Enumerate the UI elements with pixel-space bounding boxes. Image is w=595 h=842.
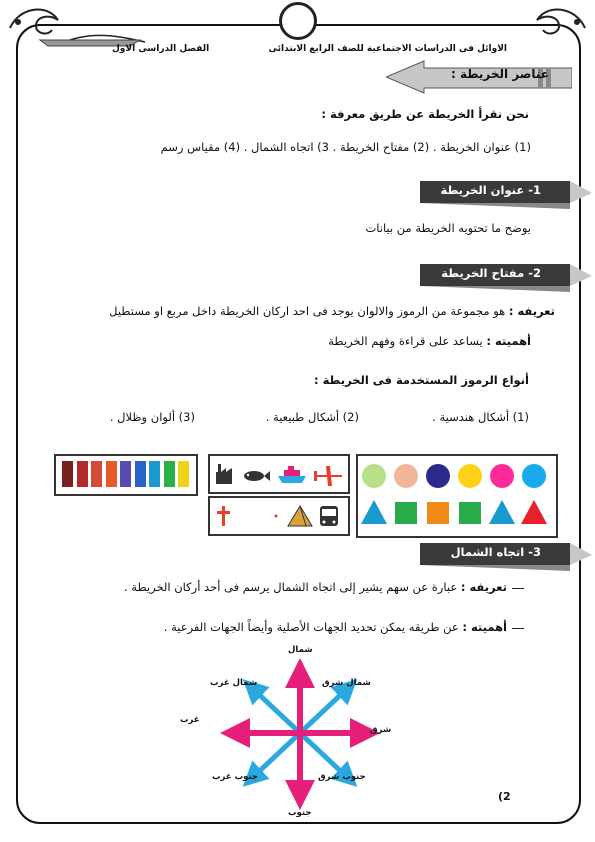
symbol-type-colors: (3) ألوان وظلال . [109, 410, 195, 424]
triangle-shape [489, 500, 515, 524]
key-importance [328, 334, 531, 348]
north-importance-label: أهميته : [462, 620, 507, 634]
compass-south-east: جنوب شرق [318, 772, 366, 782]
color-swatch [77, 461, 88, 487]
color-swatch [149, 461, 160, 487]
triangle-shape [361, 500, 387, 524]
circle-shape [394, 464, 418, 488]
color-swatch [135, 461, 146, 487]
compass-south: جنوب [288, 808, 312, 818]
natural-icons-panel-bottom [208, 496, 350, 536]
north-definition-label: تعريفه : [460, 580, 507, 594]
symbol-type-natural: (2) أشكال طبيعية . [265, 410, 359, 424]
color-swatch [106, 461, 117, 487]
dash-marker [512, 628, 524, 629]
bus-icon [320, 506, 338, 526]
color-swatch [62, 461, 73, 487]
color-swatch [178, 461, 189, 487]
section-3-title: 3- اتجاه الشمال [450, 545, 541, 559]
section-1-title: 1- عنوان الخريطة [440, 183, 541, 197]
circle-shape [458, 464, 482, 488]
section-2-title: 2- مفتاح الخريطة [441, 266, 541, 280]
intro-text: نحن نقرأ الخريطة عن طريق معرفة : [321, 107, 529, 121]
square-shape [459, 502, 481, 524]
north-definition [124, 580, 507, 594]
compass-north-west: شمال غرب [210, 678, 258, 688]
symbol-type-geometric: (1) أشكال هندسية . [432, 410, 529, 424]
airplane-icon [314, 466, 342, 486]
geometric-shapes-panel [356, 454, 558, 538]
square-shape [427, 502, 449, 524]
compass-east: شرق [370, 725, 392, 735]
compass-north-east: شمال شرق [322, 678, 371, 688]
north-importance-text: عن طريقه يمكن تحديد الجهات الأصلية وأيضاً الجهات الفرعية . [163, 620, 463, 634]
ship-icon [278, 466, 306, 483]
compass-south-west: جنوب غرب [212, 772, 259, 782]
elements-list: (1) عنوان الخريطة . (2) مفتاح الخريطة . 3) اتجاه الشمال . (4) مقياس رسم [160, 140, 531, 154]
factory-icon [216, 464, 232, 484]
symbols-heading: أنواع الرموز المستخدمة فى الخريطة : [313, 373, 529, 387]
mosque-icon [240, 508, 248, 524]
key-importance-label: أهميته : [486, 334, 531, 348]
circle-shape [522, 464, 546, 488]
crescent-icon [266, 508, 278, 524]
compass-west: غرب [180, 715, 200, 725]
church-icon [217, 506, 230, 526]
key-importance-text: يساعد على قراءة وفهم الخريطة [328, 334, 487, 348]
circle-shape [362, 464, 386, 488]
color-swatch [164, 461, 175, 487]
compass-north: شمال [288, 645, 313, 655]
triangle-shape [521, 500, 547, 524]
section-1-body: يوضح ما تحتويه الخريطة من بيانات [365, 221, 531, 235]
natural-icons-panel-top [208, 454, 350, 494]
color-swatch [91, 461, 102, 487]
circle-shape [426, 464, 450, 488]
key-definition-text: هو مجموعة من الرموز والالوان يوجد فى احد اركان الخريطة داخل مربع او مستطيل [109, 304, 509, 318]
color-swatch-panel [54, 454, 198, 496]
book-title: الاوائل فى الدراسات الاجتماعية للصف الرابع الابتدائى [268, 44, 507, 54]
circle-shape [490, 464, 514, 488]
key-definition-label: تعريفه : [508, 304, 555, 318]
term-label: الفصل الدراسى الاول [112, 44, 210, 54]
key-definition [109, 304, 555, 318]
dash-marker [512, 588, 524, 589]
north-definition-text: عبارة عن سهم يشير إلى اتجاه الشمال يرسم فى أحد أركان الخريطة . [123, 580, 461, 594]
page-number: (2 [498, 790, 511, 803]
square-shape [395, 502, 417, 524]
main-section-title: عناصر الخريطة : [450, 67, 549, 81]
pyramid-icon [288, 506, 312, 526]
color-swatch [120, 461, 131, 487]
north-importance [164, 620, 507, 634]
fish-icon [244, 471, 270, 481]
